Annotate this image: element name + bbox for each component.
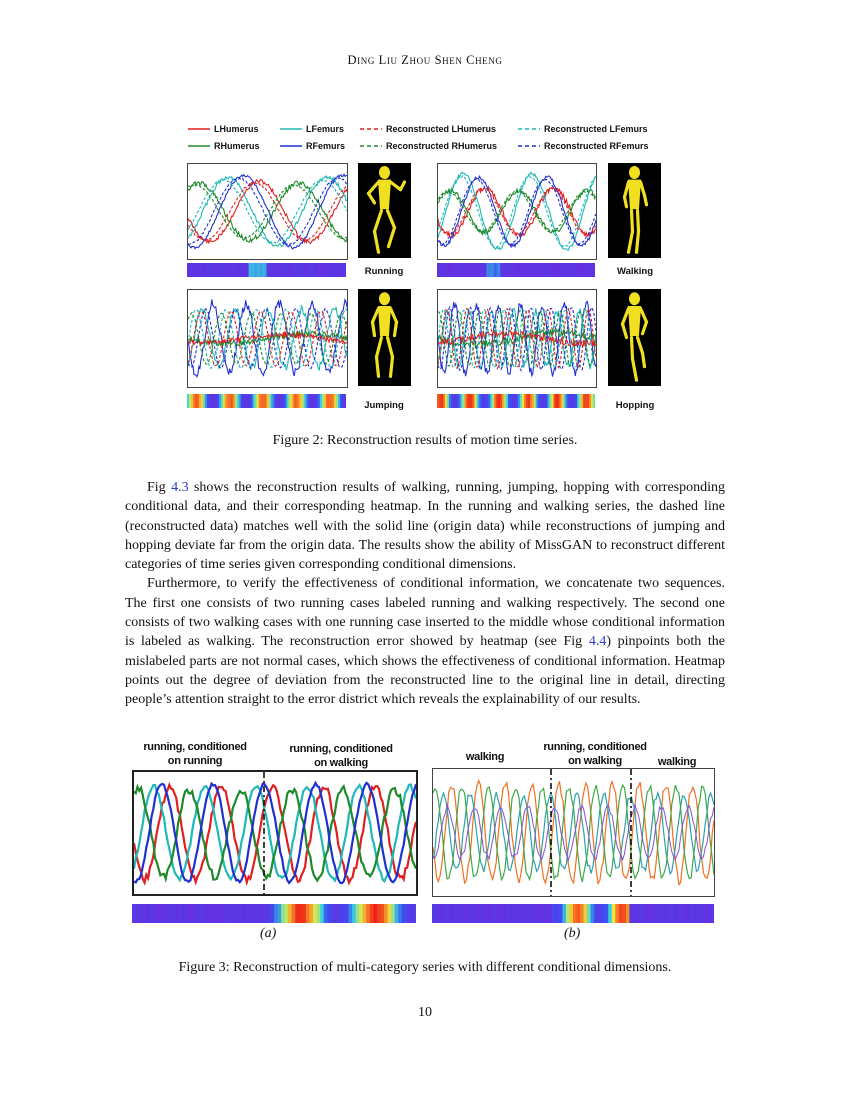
- legend-line-swatch: [188, 143, 210, 149]
- heatmap-cell: [341, 904, 345, 923]
- heatmap-cell: [439, 904, 443, 923]
- skeleton-limb: [623, 308, 629, 324]
- heatmap-cell: [185, 904, 189, 923]
- heatmap-cell: [231, 904, 235, 923]
- skeleton-limb: [373, 322, 375, 336]
- skeleton-head: [380, 167, 390, 179]
- skeleton-limb: [638, 338, 643, 354]
- heatmap-cell: [686, 904, 690, 923]
- heatmap-cell: [580, 904, 584, 923]
- heatmap-cell: [157, 904, 161, 923]
- skeleton-limb: [377, 338, 382, 357]
- heatmap-cell: [577, 904, 581, 923]
- paragraph-2: Furthermore, to verify the effectiveness of conditional information, we concatenate two sequences. The first one consists of two running cases labeled running and walking respectively. The second one consists of two walking cases with one running case inserted to the middle whose conditional information is labeled as walking. The reconstruction error showed by heatmap (see Fig 4.4) pinpoints both the mislabeled parts are not normal cases, which shows the effectiveness of conditional information. Heatmap points out the degree of deviation from the reconstructed line to the original line in detail, directing people’s attention straight to the error district which reveals the explainability of our results.: [125, 576, 725, 708]
- heatmap-cell: [356, 904, 360, 923]
- heatmap-cell: [450, 904, 454, 923]
- heatmap-cell: [150, 904, 154, 923]
- heatmap-cell: [299, 904, 303, 923]
- heatmap-cell: [331, 904, 335, 923]
- heatmap-cell: [707, 904, 711, 923]
- heatmap-cell: [395, 904, 399, 923]
- heatmap-cell: [636, 904, 640, 923]
- heatmap-cell: [654, 904, 658, 923]
- heatmap-cell: [338, 904, 342, 923]
- heatmap-cell: [495, 904, 499, 923]
- heatmap-cell: [499, 904, 503, 923]
- heatmap-cell: [689, 904, 693, 923]
- fig3b-mid-label: running, conditioned on walking: [543, 741, 647, 767]
- heatmap-cell: [503, 904, 507, 923]
- heatmap-cell: [373, 904, 377, 923]
- heatmap-cell: [626, 904, 630, 923]
- heatmap-cell: [478, 904, 482, 923]
- heatmap-cell: [317, 904, 321, 923]
- heatmap-cell: [391, 904, 395, 923]
- skeleton-limb: [633, 359, 637, 380]
- skeleton-limb: [388, 338, 393, 357]
- figure2-caption: Figure 2: Reconstruction results of motion time series.: [272, 433, 578, 448]
- heatmap-cell: [467, 904, 471, 923]
- heatmap-cell: [345, 904, 349, 923]
- series-line: [438, 189, 596, 235]
- heatmap-cell: [562, 904, 566, 923]
- heatmap-cell: [520, 904, 524, 923]
- heatmap-cell: [349, 904, 353, 923]
- heatmap-cell: [591, 904, 595, 923]
- heatmap-cell: [366, 904, 370, 923]
- series-line: [438, 187, 596, 237]
- skeleton-limb: [375, 231, 379, 252]
- heatmap-cell: [207, 904, 211, 923]
- heatmap-cell: [295, 904, 299, 923]
- heatmap-cell: [249, 904, 253, 923]
- heatmap-cell: [700, 904, 704, 923]
- heatmap-cell: [644, 904, 648, 923]
- skeleton-limb: [373, 308, 379, 322]
- heatmap-cell: [171, 904, 175, 923]
- fig3a-right-label: running, conditioned on walking: [289, 743, 393, 769]
- heatmap-cell: [256, 904, 260, 923]
- heatmap-cell: [344, 263, 346, 277]
- heatmap-cell: [460, 904, 464, 923]
- legend-item: [518, 141, 649, 151]
- heatmap-cell: [310, 904, 314, 923]
- heatmap-cell: [210, 904, 214, 923]
- heatmap-cell: [139, 904, 143, 923]
- heatmap-cell: [436, 904, 440, 923]
- heatmap-cell: [228, 904, 232, 923]
- fig3a-left-label: running, conditioned on running: [143, 741, 247, 767]
- legend-item: [360, 124, 496, 134]
- heatmap-cell: [381, 904, 385, 923]
- walking-label: Walking: [616, 266, 654, 277]
- heatmap-cell: [132, 904, 136, 923]
- heatmap-cell: [474, 904, 478, 923]
- heatmap-cell: [153, 904, 157, 923]
- legend-label: RFemurs: [306, 141, 346, 151]
- heatmap-cell: [492, 904, 496, 923]
- heatmap-cell: [136, 904, 140, 923]
- skeleton-head: [380, 293, 390, 305]
- heatmap-cell: [601, 904, 605, 923]
- running-plot: [187, 163, 348, 260]
- heatmap-cell: [541, 904, 545, 923]
- body-text: [125, 478, 725, 710]
- heatmap-cell: [199, 904, 203, 923]
- legend-line-swatch: [360, 143, 382, 149]
- hopping-heatmap: [437, 394, 595, 408]
- running-label: Running: [364, 266, 404, 277]
- skeleton-limb: [375, 211, 382, 232]
- heatmap-cell: [224, 904, 228, 923]
- heatmap-cell: [443, 904, 447, 923]
- heatmap-cell: [285, 904, 289, 923]
- heatmap-cell: [640, 904, 644, 923]
- skeleton-limb: [401, 182, 405, 190]
- figure2-legend: [188, 124, 668, 160]
- heatmap-cell: [710, 904, 714, 923]
- legend-line-swatch: [518, 126, 540, 132]
- heatmap-cell: [214, 904, 218, 923]
- heatmap-cell: [569, 904, 573, 923]
- series-line: [188, 181, 347, 242]
- walking-plot: [437, 163, 597, 260]
- heatmap-cell: [217, 904, 221, 923]
- heatmap-cell: [363, 904, 367, 923]
- heatmap-cell: [306, 904, 310, 923]
- legend-label: Reconstructed LHumerus: [386, 124, 497, 134]
- skeleton-limb: [391, 308, 397, 322]
- heatmap-cell: [405, 904, 409, 923]
- fig-ref-4-4-link[interactable]: 4.4: [588, 634, 607, 650]
- heatmap-cell: [608, 904, 612, 923]
- heatmap-cell: [622, 904, 626, 923]
- heatmap-cell: [661, 904, 665, 923]
- fig3b-sublabel: (b): [564, 926, 581, 941]
- heatmap-cell: [593, 263, 595, 277]
- legend-label: RHumerus: [214, 141, 260, 151]
- heatmap-cell: [679, 904, 683, 923]
- heatmap-cell: [510, 904, 514, 923]
- heatmap-cell: [359, 904, 363, 923]
- heatmap-cell: [682, 904, 686, 923]
- legend-line-swatch: [188, 126, 210, 132]
- skeleton-head: [630, 167, 640, 179]
- heatmap-cell: [619, 904, 623, 923]
- jumping-heatmap: [187, 394, 346, 408]
- skeleton-limb: [641, 182, 645, 195]
- heatmap-cell: [196, 904, 200, 923]
- skeleton-limb: [377, 357, 379, 376]
- page-number: 10: [418, 1005, 432, 1020]
- legend-label: Reconstructed RFemurs: [544, 141, 649, 151]
- hopping-label: Hopping: [615, 400, 655, 411]
- legend-item: [518, 124, 648, 134]
- skeleton-limb: [389, 228, 395, 247]
- heatmap-cell: [559, 904, 563, 923]
- skeleton-limb: [643, 322, 647, 334]
- skeleton-limb: [369, 182, 379, 193]
- legend-label: Reconstructed LFemurs: [544, 124, 648, 134]
- heatmap-cell: [464, 904, 468, 923]
- heatmap-cell: [538, 904, 542, 923]
- heatmap-cell: [703, 904, 707, 923]
- heatmap-cell: [524, 904, 528, 923]
- heatmap-cell: [412, 904, 416, 923]
- heatmap-cell: [239, 904, 243, 923]
- hopping-skeleton-image: [608, 289, 661, 386]
- heatmap-cell: [531, 904, 535, 923]
- heatmap-cell: [488, 904, 492, 923]
- fig3b-right-label: walking: [657, 756, 697, 768]
- heatmap-cell: [377, 904, 381, 923]
- heatmap-cell: [665, 904, 669, 923]
- skeleton-limb: [637, 231, 639, 252]
- heatmap-cell: [615, 904, 619, 923]
- fig3a-heatmap: [132, 904, 416, 923]
- heatmap-cell: [573, 904, 577, 923]
- heatmap-cell: [242, 904, 246, 923]
- heatmap-cell: [527, 904, 531, 923]
- heatmap-cell: [260, 904, 264, 923]
- figure3-caption: Figure 3: Reconstruction of multi-category series with different conditional dimensions.: [178, 960, 672, 975]
- skeleton-figure: [625, 167, 647, 253]
- heatmap-cell: [651, 904, 655, 923]
- heatmap-cell: [605, 904, 609, 923]
- heatmap-cell: [327, 904, 331, 923]
- heatmap-cell: [313, 904, 317, 923]
- heatmap-cell: [253, 904, 257, 923]
- skeleton-limb: [625, 197, 627, 207]
- legend-line-swatch: [280, 126, 302, 132]
- skeleton-figure: [373, 293, 397, 377]
- legend-line-swatch: [360, 126, 382, 132]
- heatmap-cell: [471, 904, 475, 923]
- jumping-plot: [187, 289, 348, 388]
- heatmap-cell: [274, 904, 278, 923]
- fig3b-plot: [432, 768, 715, 897]
- jumping-skeleton-image: [358, 289, 411, 386]
- fig3a-plot: [132, 770, 418, 896]
- series-line: [438, 188, 596, 235]
- heatmap-cell: [548, 904, 552, 923]
- skeleton-limb: [391, 357, 393, 376]
- heatmap-cell: [629, 904, 633, 923]
- running-heatmap: [187, 263, 346, 277]
- jumping-label: Jumping: [364, 400, 404, 411]
- heatmap-cell: [178, 904, 182, 923]
- header-authors: Ding Liu Zhou Shen Cheng: [347, 53, 503, 67]
- heatmap-cell: [189, 904, 193, 923]
- legend-item: [360, 141, 497, 151]
- legend-line-swatch: [280, 143, 302, 149]
- heatmap-cell: [182, 904, 186, 923]
- skeleton-limb: [645, 195, 647, 205]
- skeleton-figure: [369, 167, 405, 253]
- heatmap-cell: [235, 904, 239, 923]
- skeleton-limb: [623, 324, 627, 338]
- skeleton-limb: [629, 231, 633, 252]
- paragraph-1: Fig 4.3 shows the reconstruction results of walking, running, jumping, hopping with corresponding conditional data, and their corresponding heatmap. In the running and walking series, the dashed line (reconstructed data) matches well with the solid line (origin data) while reconstructions of jumping and hopping deviate far from the origin data. The results show the ability of MissGAN to reconstruct different categories of time series given corresponding conditional dimensions.: [125, 480, 725, 573]
- skeleton-torso: [629, 306, 641, 335]
- skeleton-limb: [643, 353, 645, 367]
- skeleton-torso: [379, 306, 391, 335]
- heatmap-cell: [146, 904, 150, 923]
- fig3b-heatmap: [432, 904, 714, 923]
- heatmap-cell: [344, 394, 346, 408]
- running-header: [0, 53, 850, 68]
- walking-skeleton-image: [608, 163, 661, 258]
- heatmap-cell: [672, 904, 676, 923]
- skeleton-limb: [388, 211, 395, 228]
- heatmap-cell: [481, 904, 485, 923]
- heatmap-cell: [598, 904, 602, 923]
- heatmap-cell: [398, 904, 402, 923]
- heatmap-cell: [593, 394, 595, 408]
- heatmap-cell: [409, 904, 413, 923]
- heatmap-cell: [446, 904, 450, 923]
- heatmap-cell: [246, 904, 250, 923]
- skeleton-limb: [391, 182, 401, 190]
- heatmap-cell: [594, 904, 598, 923]
- heatmap-cell: [370, 904, 374, 923]
- legend-label: Reconstructed RHumerus: [386, 141, 498, 151]
- heatmap-cell: [513, 904, 517, 923]
- legend-label: LFemurs: [306, 124, 345, 134]
- skeleton-torso: [379, 180, 391, 209]
- running-skeleton-image: [358, 163, 411, 258]
- heatmap-cell: [324, 904, 328, 923]
- heatmap-cell: [584, 904, 588, 923]
- heatmap-cell: [612, 904, 616, 923]
- legend-item: [188, 124, 259, 134]
- heatmap-cell: [168, 904, 172, 923]
- hopping-plot: [437, 289, 597, 388]
- heatmap-cell: [270, 904, 274, 923]
- heatmap-cell: [334, 904, 338, 923]
- heatmap-cell: [555, 904, 559, 923]
- legend-label: LHumerus: [214, 124, 259, 134]
- fig3a-sublabel: (a): [260, 926, 277, 941]
- skeleton-head: [630, 293, 640, 305]
- heatmap-cell: [192, 904, 196, 923]
- heatmap-cell: [432, 904, 436, 923]
- legend-item: [188, 141, 260, 151]
- heatmap-cell: [278, 904, 282, 923]
- heatmap-cell: [566, 904, 570, 923]
- heatmap-cell: [647, 904, 651, 923]
- heatmap-cell: [552, 904, 556, 923]
- heatmap-cell: [221, 904, 225, 923]
- heatmap-cell: [402, 904, 406, 923]
- heatmap-cell: [164, 904, 168, 923]
- heatmap-cell: [668, 904, 672, 923]
- fig-ref-4-3-link[interactable]: 4.3: [171, 480, 189, 495]
- skeleton-limb: [369, 193, 375, 203]
- heatmap-cell: [302, 904, 306, 923]
- walking-heatmap: [437, 263, 595, 277]
- skeleton-torso: [629, 180, 641, 209]
- heatmap-cell: [288, 904, 292, 923]
- heatmap-cell: [160, 904, 164, 923]
- heatmap-cell: [320, 904, 324, 923]
- heatmap-cell: [545, 904, 549, 923]
- skeleton-limb: [632, 338, 633, 359]
- heatmap-cell: [633, 904, 637, 923]
- skeleton-limb: [641, 308, 647, 322]
- heatmap-cell: [693, 904, 697, 923]
- heatmap-cell: [388, 904, 392, 923]
- heatmap-cell: [587, 904, 591, 923]
- heatmap-cell: [352, 904, 356, 923]
- heatmap-cell: [534, 904, 538, 923]
- skeleton-limb: [632, 211, 633, 232]
- heatmap-cell: [696, 904, 700, 923]
- heatmap-cell: [485, 904, 489, 923]
- heatmap-cell: [143, 904, 147, 923]
- skeleton-limb: [625, 182, 629, 197]
- heatmap-cell: [203, 904, 207, 923]
- heatmap-cell: [292, 904, 296, 923]
- heatmap-cell: [263, 904, 267, 923]
- heatmap-cell: [175, 904, 179, 923]
- heatmap-cell: [506, 904, 510, 923]
- legend-item: [280, 141, 345, 151]
- heatmap-cell: [281, 904, 285, 923]
- skeleton-figure: [623, 293, 647, 380]
- legend-line-swatch: [518, 143, 540, 149]
- skeleton-limb: [395, 322, 397, 336]
- heatmap-cell: [675, 904, 679, 923]
- skeleton-limb: [638, 211, 639, 232]
- heatmap-cell: [384, 904, 388, 923]
- heatmap-cell: [267, 904, 271, 923]
- heatmap-cell: [457, 904, 461, 923]
- legend-item: [280, 124, 344, 134]
- fig3b-left-label: walking: [465, 751, 505, 763]
- heatmap-cell: [453, 904, 457, 923]
- heatmap-cell: [658, 904, 662, 923]
- heatmap-cell: [517, 904, 521, 923]
